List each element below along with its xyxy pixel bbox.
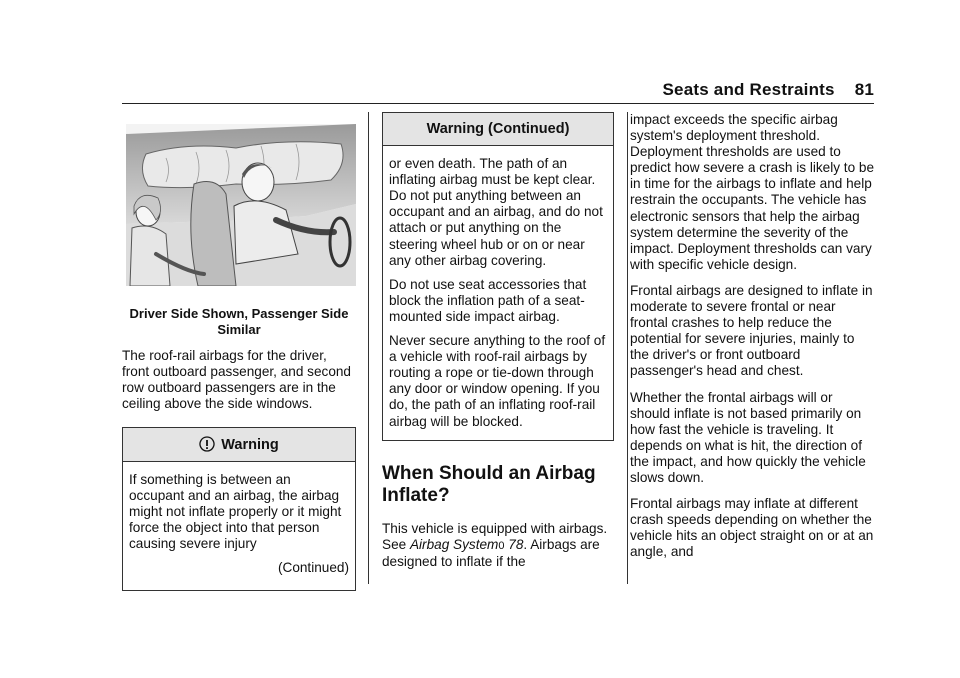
section-heading: When Should an Airbag Inflate? — [382, 462, 596, 506]
warning-continued-header: Warning (Continued) — [383, 113, 613, 146]
column-divider-right — [627, 112, 628, 584]
warning-paragraph-2: Do not use seat accessories that block the inflation path of a seat-mounted side impact airbag. — [389, 276, 587, 324]
section-title: Seats and Restraints — [662, 80, 835, 99]
column-2 — [382, 112, 614, 580]
warning-box — [122, 427, 356, 592]
page-header — [560, 80, 874, 100]
roof-rail-paragraph: The roof-rail airbags for the driver, front outboard passenger, and second row outboard passengers are in the ceiling above the side windows. — [122, 348, 351, 412]
ref-page-number: 78 — [508, 536, 524, 552]
warning-title: Warning — [221, 436, 279, 453]
warning-paragraph-3: Never secure anything to the roof of a vehicle with roof-rail airbags by routing a rope or tie-down through any door or window opening. If you do, the path of an inflating roof-rail airbag will be blocked. — [389, 333, 606, 429]
warning-header — [123, 428, 355, 462]
column-divider-left — [368, 112, 369, 584]
column-3 — [630, 112, 876, 570]
warning-icon — [199, 436, 215, 452]
header-rule — [122, 103, 874, 104]
inflate-text-end: . Airbags are designed to inflate if the — [382, 536, 600, 569]
ref-arrow-icon: 0 — [498, 539, 505, 552]
warning-paragraph-1: or even death. The path of an inflating airbag must be kept clear. Do not put anything between an occupant and an airbag, and do not attach or put anything on the steering wheel hub or on or near any other airbag covering. — [389, 156, 603, 268]
column-1 — [122, 112, 356, 591]
warning-text: If something is between an occupant and an airbag, the airbag might not inflate properly or it might force the object into that person causing severe injury — [129, 471, 342, 552]
speed-paragraph: Whether the frontal airbags will or should inflate is not based primarily on how fast the vehicle is traveling. It depends on what is hit, the direction of the impact, and how quickly the vehicle slows down. — [630, 389, 866, 485]
page-number: 81 — [854, 80, 874, 99]
threshold-paragraph: impact exceeds the specific airbag system's deployment threshold. Deployment thresholds are used to predict how severe a crash is likely to be in time for the airbags to inflate and help restrain the occupants. The vehicle has electronic sensors that help the airbag system determine the severity of the impact. Deployment thresholds can vary with specific vehicle design. — [630, 112, 875, 272]
frontal-paragraph: Frontal airbags are designed to inflate in moderate to severe frontal or near frontal crashes to help reduce the potential for severe injuries, mainly to the driver's or front outboard passenger's head and chest. — [630, 282, 873, 379]
inflate-text-start: This vehicle is equipped with airbags. See — [382, 520, 608, 552]
warning-continued-box — [382, 112, 614, 441]
angle-paragraph: Frontal airbags may inflate at different crash speeds depending on whether the vehicle hits an object straight on or at an angle, and — [630, 496, 874, 560]
continued-label: (Continued) — [277, 560, 349, 576]
figure-caption: Driver Side Shown, Passenger Side Similar — [129, 306, 349, 338]
inflate-paragraph — [382, 521, 614, 570]
airbag-system-link[interactable]: Airbag System — [409, 536, 499, 552]
airbag-illustration — [126, 124, 356, 286]
